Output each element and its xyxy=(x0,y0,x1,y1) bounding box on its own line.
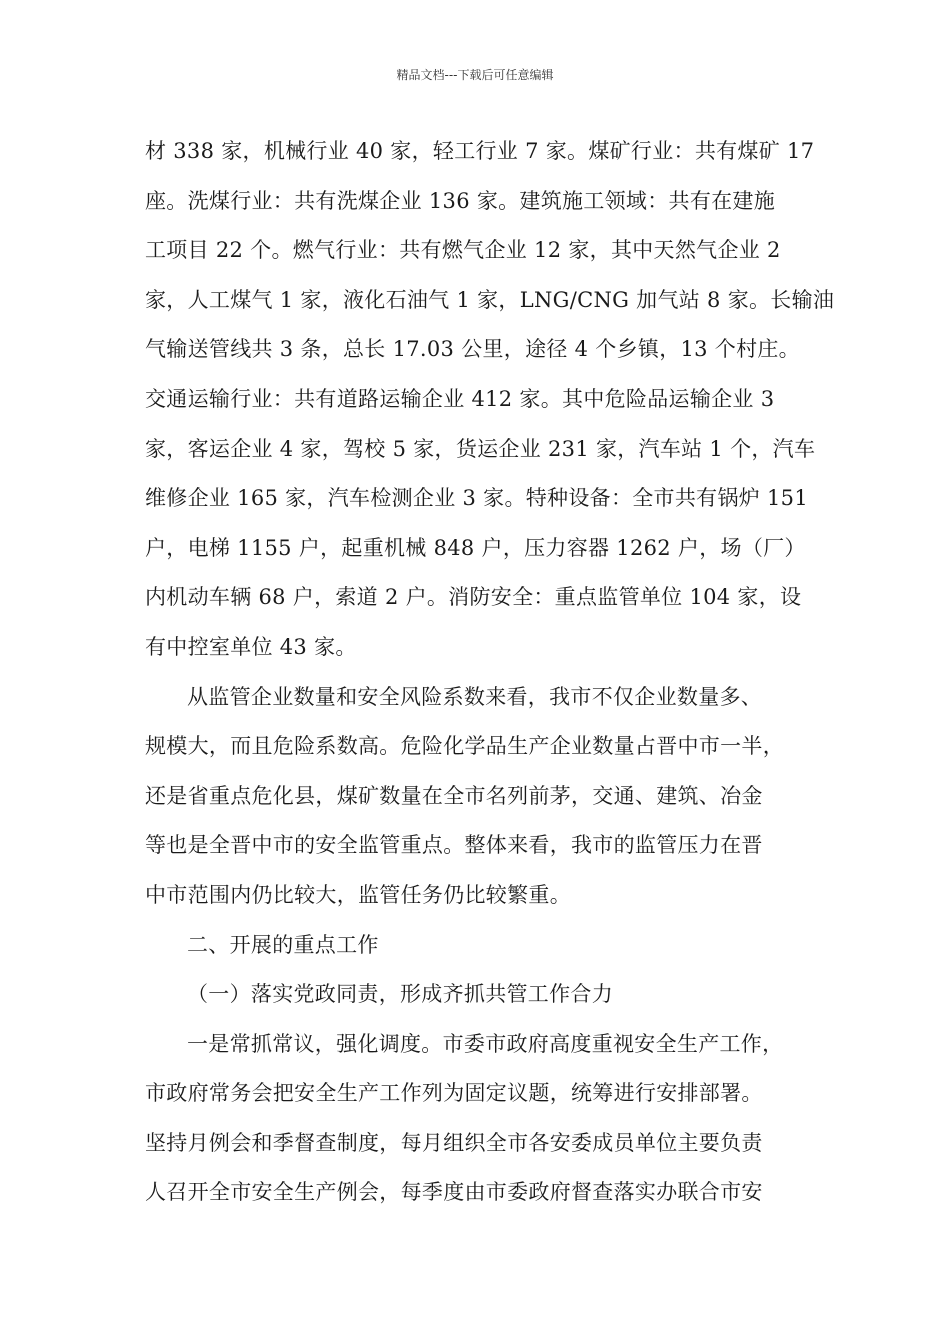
text-line: 内机动车辆 68 户，索道 2 户。消防安全：重点监管单位 104 家，设 xyxy=(145,585,802,610)
text-line: 户，电梯 1155 户，起重机械 848 户，压力容器 1262 户，场（厂） xyxy=(145,535,806,560)
text-line: 还是省重点危化县，煤矿数量在全市名列前茅，交通、建筑、冶金 xyxy=(145,783,763,808)
paragraph-start-line: 从监管企业数量和安全风险系数来看，我市不仅企业数量多、 xyxy=(187,684,763,709)
section-heading: 二、开展的重点工作 xyxy=(187,932,379,957)
paragraph-start-line: 一是常抓常议，强化调度。市委市政府高度重视安全生产工作， xyxy=(187,1031,784,1056)
text-line: 座。洗煤行业：共有洗煤企业 136 家。建筑施工领域：共有在建施 xyxy=(145,188,776,213)
text-line: 工项目 22 个。燃气行业：共有燃气企业 12 家，其中天然气企业 2 xyxy=(145,238,781,263)
text-line: 等也是全晋中市的安全监管重点。整体来看，我市的监管压力在晋 xyxy=(145,833,763,858)
page-header: 精品文档---下载后可任意编辑 xyxy=(396,68,554,82)
text-line: 维修企业 165 家，汽车检测企业 3 家。特种设备：全市共有锅炉 151 xyxy=(145,486,808,511)
text-line: 规模大，而且危险系数高。危险化学品生产企业数量占晋中市一半， xyxy=(145,734,784,759)
subsection-heading: （一）落实党政同责，形成齐抓共管工作合力 xyxy=(187,982,613,1007)
text-line: 中市范围内仍比较大，监管任务仍比较繁重。 xyxy=(145,882,571,907)
document-body xyxy=(145,127,835,1218)
text-line: 市政府常务会把安全生产工作列为固定议题，统筹进行安排部署。 xyxy=(145,1081,763,1106)
text-line: 材 338 家，机械行业 40 家，轻工行业 7 家。煤矿行业：共有煤矿 17 xyxy=(145,139,815,163)
text-line: 人召开全市安全生产例会，每季度由市委政府督查落实办联合市安 xyxy=(145,1180,763,1205)
text-line: 交通运输行业：共有道路运输企业 412 家。其中危险品运输企业 3 xyxy=(145,386,775,411)
text-line: 有中控室单位 43 家。 xyxy=(145,634,357,659)
text-line: 坚持月例会和季督查制度，每月组织全市各安委成员单位主要负责 xyxy=(145,1130,763,1155)
text-line: 家，人工煤气 1 家，液化石油气 1 家，LNG/CNG 加气站 8 家。长输油 xyxy=(145,287,835,312)
text-line: 家，客运企业 4 家，驾校 5 家，货运企业 231 家，汽车站 1 个，汽车 xyxy=(145,436,816,461)
text-line: 气输送管线共 3 条，总长 17.03 公里，途径 4 个乡镇，13 个村庄。 xyxy=(145,337,800,362)
